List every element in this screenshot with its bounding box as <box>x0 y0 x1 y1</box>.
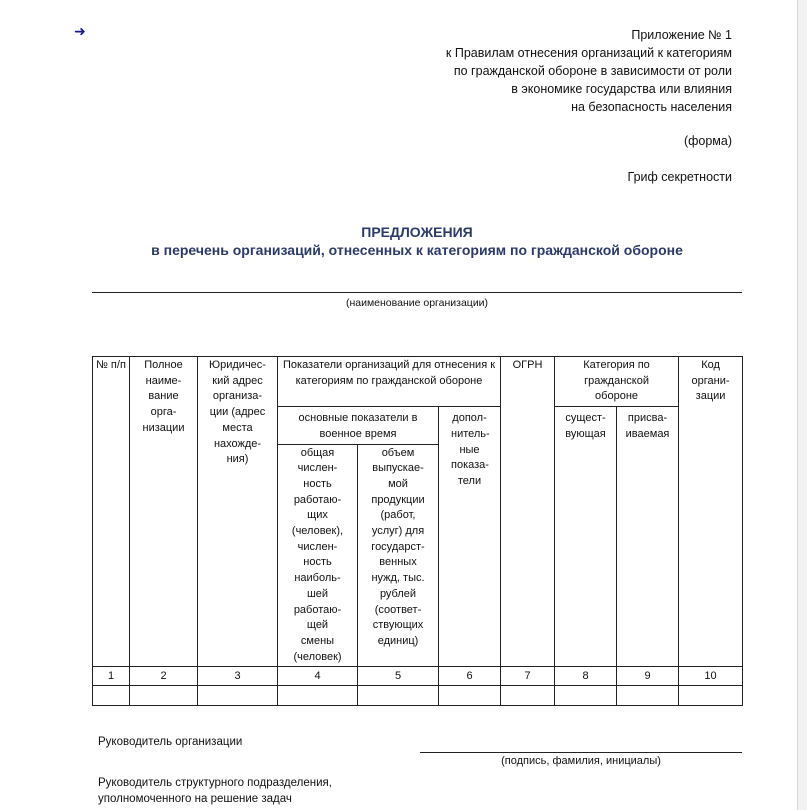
header-category: Категория по гражданской обороне <box>555 357 679 407</box>
header-indicators: Показатели организаций для отнесения к категориям по гражданской обороне <box>278 357 501 407</box>
column-number: 3 <box>198 667 278 686</box>
column-number: 10 <box>679 667 743 686</box>
table-cell <box>358 686 439 706</box>
header-legal-address: Юридичес-кий адрес организа-ции (адрес места нахожде-ния) <box>198 357 278 667</box>
column-numbers-row <box>93 667 743 686</box>
header-main-indicators: основные показатели в военное время <box>278 407 439 444</box>
table-cell <box>617 686 679 706</box>
annex-line: Приложение № 1 <box>631 28 732 42</box>
column-number: 1 <box>93 667 130 686</box>
column-number: 8 <box>555 667 617 686</box>
header-org-code: Код органи-зации <box>679 357 743 667</box>
organization-name-caption: (наименование организации) <box>345 297 489 309</box>
column-number: 5 <box>358 667 439 686</box>
table-cell <box>130 686 198 706</box>
header-additional-indicators: допол-нитель-ные показа-тели <box>439 407 501 667</box>
annex-line: в экономике государства или влияния <box>511 82 732 96</box>
column-number: 4 <box>278 667 358 686</box>
header-full-name: Полное наиме-вание орга-низации <box>130 357 198 667</box>
table-cell <box>93 686 130 706</box>
column-number: 2 <box>130 667 198 686</box>
header-number: № п/п <box>93 357 130 667</box>
table-cell <box>679 686 743 706</box>
table-cell <box>439 686 501 706</box>
annex-line: к Правилам отнесения организаций к категориям <box>445 46 732 60</box>
table-row <box>93 686 743 706</box>
signature-line <box>420 752 742 753</box>
header-ogrn: ОГРН <box>501 357 555 667</box>
table-cell <box>555 686 617 706</box>
table-cell <box>501 686 555 706</box>
organization-name-line <box>92 292 742 293</box>
signature-caption: (подпись, фамилия, инициалы) <box>501 755 661 767</box>
header-category-assigned: присва-иваемая <box>617 407 679 667</box>
unit-head-label <box>98 776 332 807</box>
secrecy-label: Гриф секретности <box>627 170 732 184</box>
table-cell <box>278 686 358 706</box>
annex-block <box>332 26 732 116</box>
annex-line: по гражданской обороне в зависимости от роли <box>453 64 732 78</box>
header-staff-count: общая числен-ность работаю-щих (человек), числен-ность наиболь-шей работаю-щей смены (человек) <box>278 444 358 667</box>
header-category-existing: сущест-вующая <box>555 407 617 667</box>
column-number: 6 <box>439 667 501 686</box>
document-title: ПРЕДЛОЖЕНИЯ <box>361 224 473 240</box>
right-arrow-icon[interactable]: ➜ <box>74 23 86 39</box>
document-subtitle: в перечень организаций, отнесенных к категориям по гражданской обороне <box>151 242 683 258</box>
table-cell <box>198 686 278 706</box>
column-number: 9 <box>617 667 679 686</box>
head-of-organization-label: Руководитель организации <box>98 736 243 748</box>
column-number: 7 <box>501 667 555 686</box>
unit-head-line: Руководитель структурного подразделения, <box>98 777 332 789</box>
header-output-volume: объем выпускае-мой продукции (работ, услуг) для государст-венных нужд, тыс. рублей (соответ-ствующих единиц) <box>358 444 439 667</box>
proposals-table <box>92 356 743 706</box>
annex-line: на безопасность населения <box>571 100 732 114</box>
form-label: (форма) <box>683 134 732 148</box>
unit-head-line: уполномоченного на решение задач <box>98 792 292 805</box>
